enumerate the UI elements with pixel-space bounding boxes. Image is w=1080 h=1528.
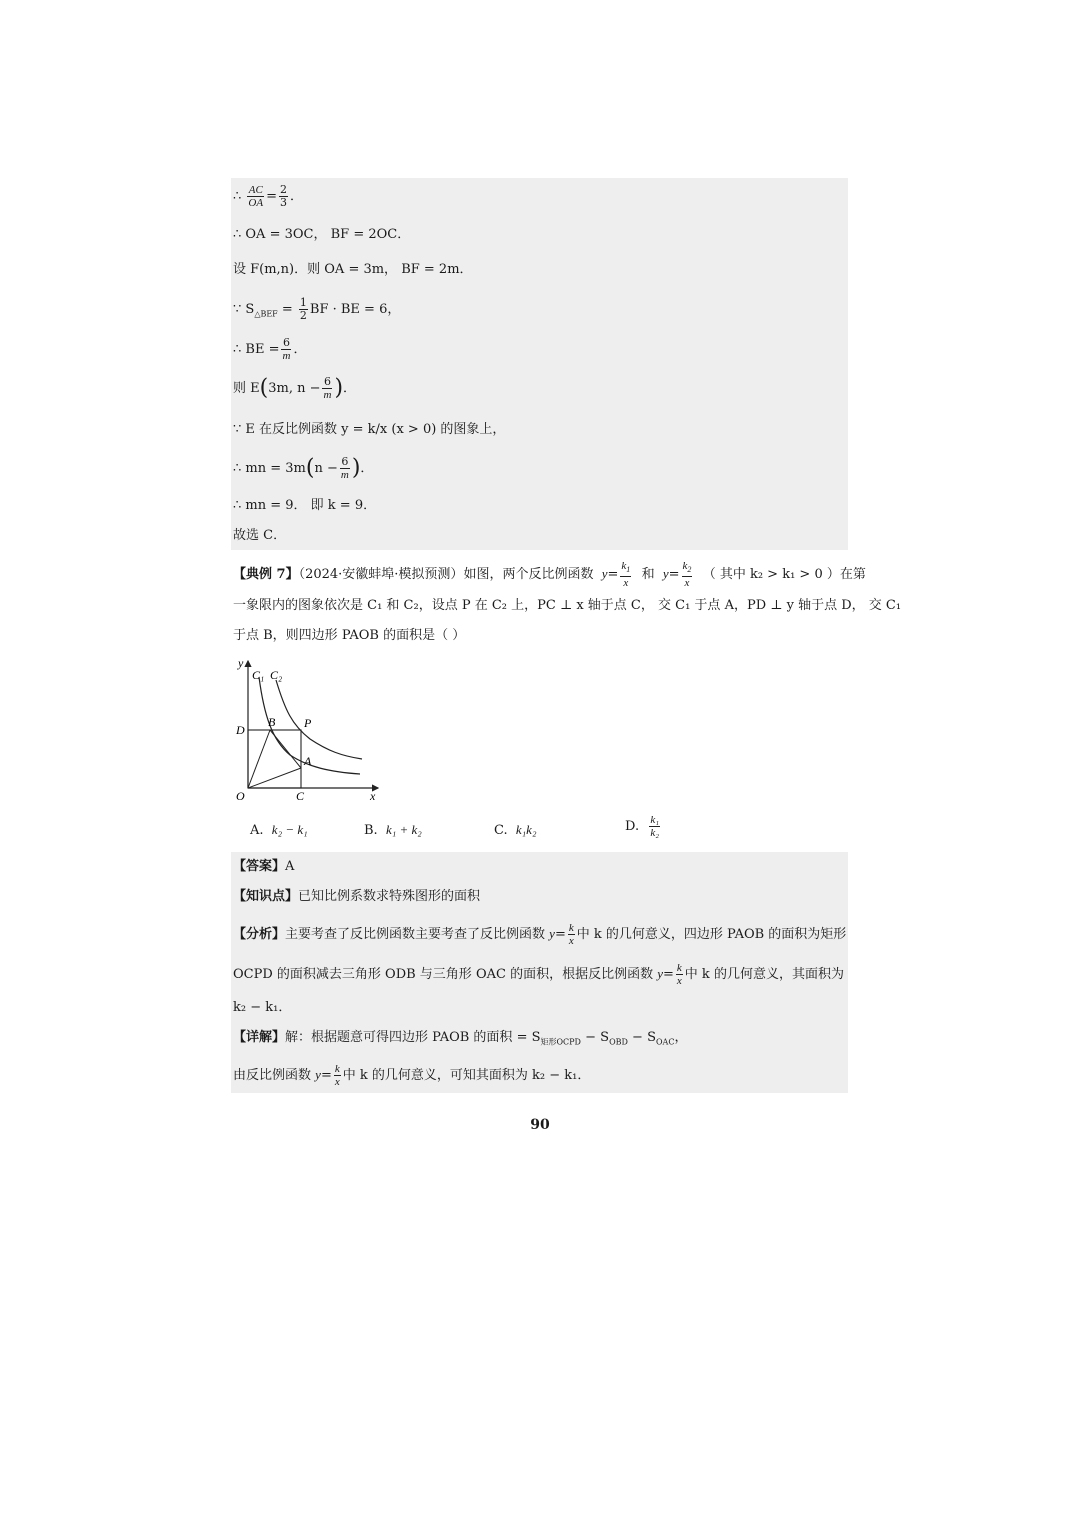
hyperbola-figure (230, 655, 390, 805)
label-o: O (236, 789, 245, 803)
solution-step-2: ∴ OA = 3OC， BF = 2OC． (233, 227, 411, 242)
option-b: B. k₁ + k₂ (364, 822, 422, 838)
example7-line-1: 【典例 7】（2024·安徽蚌埠·模拟预测）如图，两个反比例函数 y= $\frac{k_1}{x}$ 和 y= $\frac{k_2}{x}$ （ 其中 k₂ > k₁ > 0 ）在第 (233, 560, 866, 590)
analysis-line-1: 【分析】主要考查了反比例函数主要考查了反比例函数 y= $\frac{k}{x}$ 中 k 的几何意义，四边形 PAOB 的面积为矩形 (233, 922, 847, 947)
solution-step-5: ∴ BE = $\frac{6}{m}$ ． (233, 336, 307, 362)
detail-line-2: 由反比例函数 y= $\frac{k}{x}$ 中 k 的几何意义，可知其面积为 k₂ − k₁． (233, 1063, 591, 1088)
segment-ba (270, 730, 301, 768)
answer-line: 【答案】A (233, 859, 295, 874)
label-y: y (238, 656, 244, 670)
label-a: A (304, 754, 312, 768)
solution-step-6: 则 E(3m, n − $\frac{6}{m}$ )． (233, 375, 357, 401)
solution-step-10: 故选 C． (233, 528, 287, 543)
label-c: C (296, 789, 305, 803)
segment-ob (248, 730, 270, 788)
label-p: P (304, 716, 312, 730)
option-d: D. $\frac{\text{k₁}}{\text{k₂}}$ (625, 814, 660, 839)
example7-line-3: 于点 B，则四边形 PAOB 的面积是（ ） (233, 628, 466, 643)
label-b: B (268, 715, 276, 729)
solution-step-4: ∵ $S_{\triangle BEF}$ = $\frac{1}{2}$ BF · BE = 6， (233, 296, 401, 322)
label-x: x (370, 789, 376, 803)
solution-step-9: ∴ mn = 9． 即 k = 9． (233, 498, 377, 513)
label-c2: C₂ (270, 668, 283, 682)
curve-c2 (276, 680, 362, 759)
segment-oa (248, 768, 301, 788)
option-c: C. k₁k₂ (494, 822, 537, 838)
analysis-line-3: k₂ − k₁． (233, 1000, 292, 1015)
analysis-line-2: OCPD 的面积减去三角形 ODB 与三角形 OAC 的面积，根据反比例函数 y= $\frac{k}{x}$ 中 k 的几何意义，其面积为 (233, 962, 844, 987)
solution-step-3: 设 F(m,n)．则 OA = 3m， BF = 2m． (233, 262, 473, 277)
label-d: D (236, 723, 245, 737)
solution-step-7: ∵ E 在反比例函数 y = k/x (x > 0) 的图象上， (233, 422, 506, 437)
option-a: A. k₂ − k₁ (250, 822, 308, 838)
label-c1: C₁ (252, 668, 265, 682)
knowledge-line: 【知识点】已知比例系数求特殊图形的面积 (233, 889, 481, 904)
page-number: 90 (530, 1117, 550, 1133)
solution-step-8: ∴ mn = 3m(n − $\frac{6}{m}$ )． (233, 455, 374, 481)
detail-line-1: 【详解】解：根据题意可得四边形 PAOB 的面积 = $S_{矩形OCPD} - S_{OBD} - S_{OAC}$， (233, 1030, 688, 1047)
solution-step-1: ∴ $\frac{AC}{OA}$ = $\frac{2}{3}$ ． (233, 183, 304, 209)
example7-line-2: 一象限内的图象依次是 C₁ 和 C₂，设点 P 在 C₂ 上，PC ⊥ x 轴于点 C， 交 C₁ 于点 A，PD ⊥ y 轴于点 D， 交 C₁ (233, 598, 902, 613)
